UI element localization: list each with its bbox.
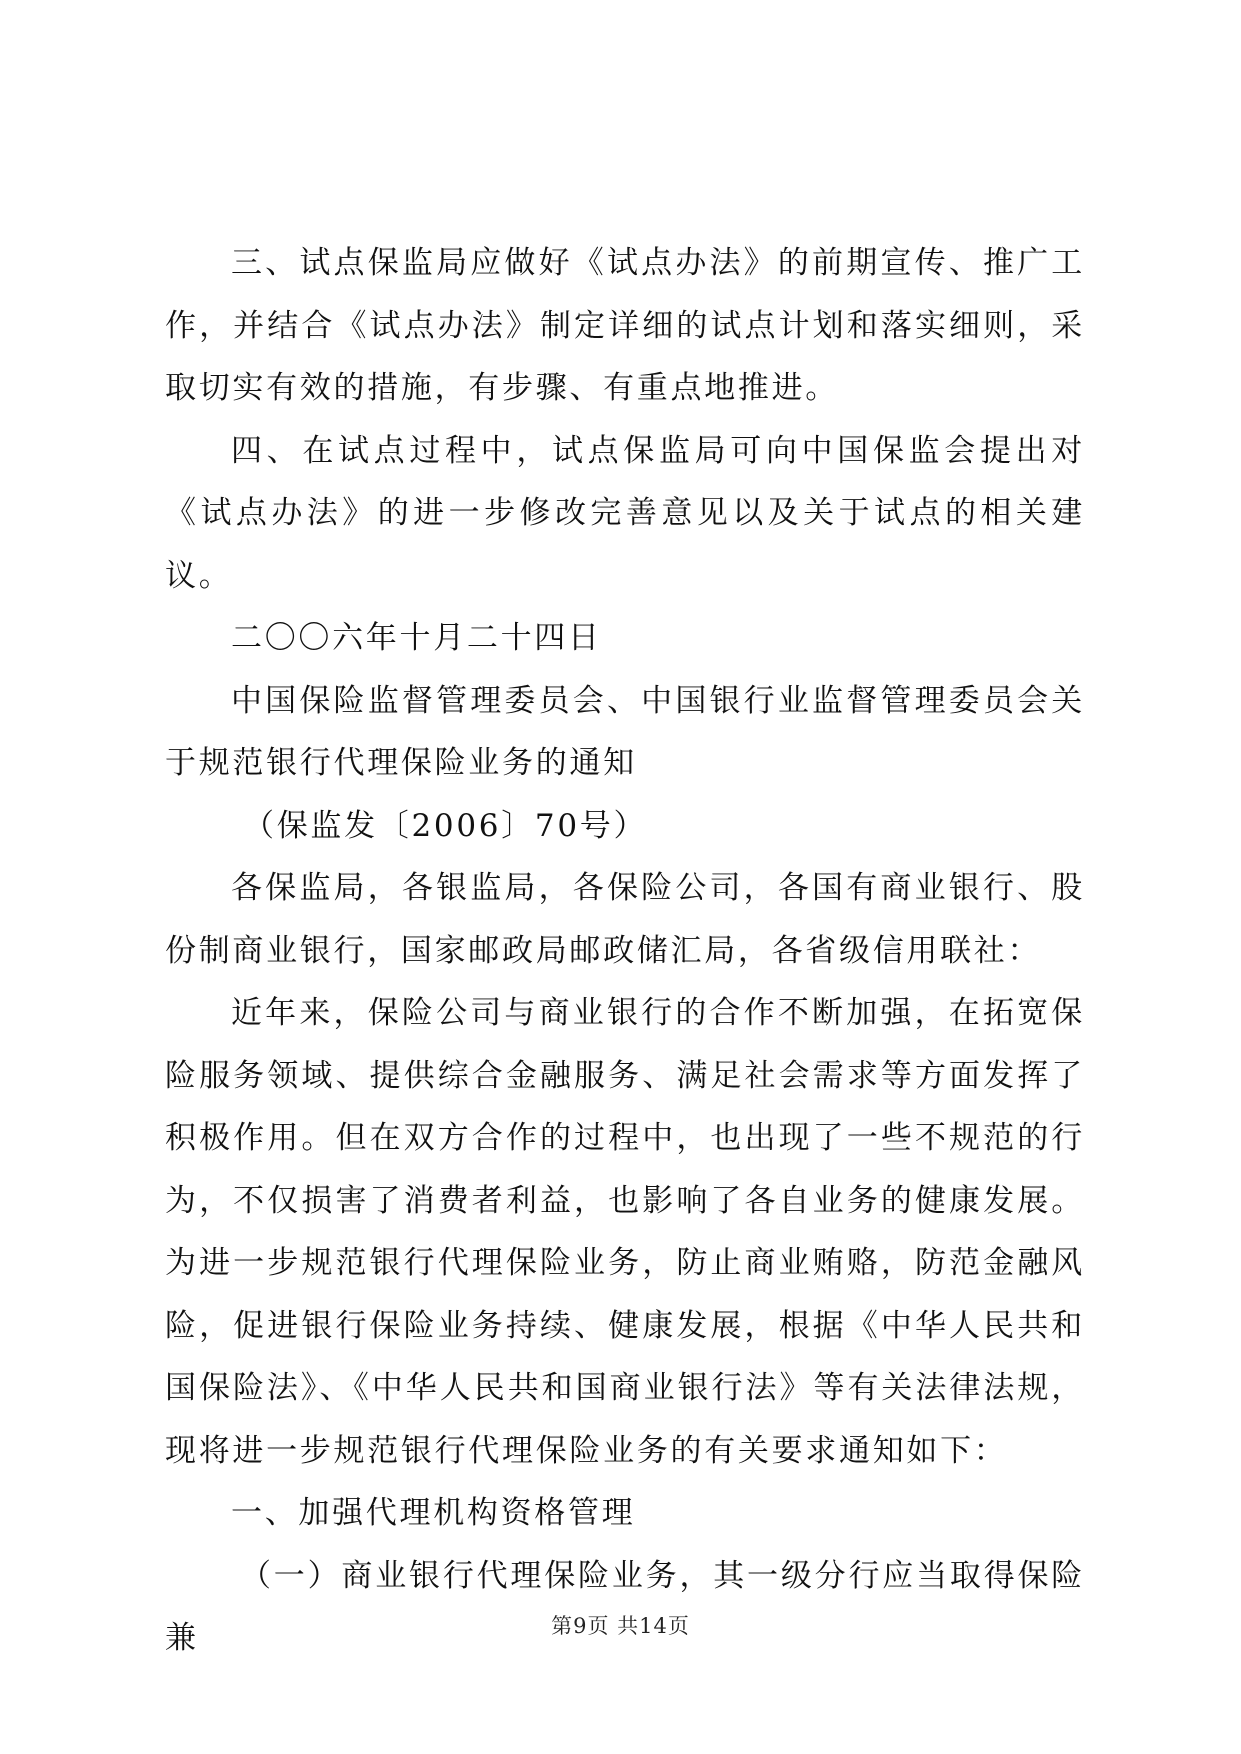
paragraph-trial-feedback: 四、在试点过程中，试点保监局可向中国保监会提出对《试点办法》的进一步修改完善意见以及关于试点的相关建议。: [165, 432, 1085, 594]
notice-title: 中国保险监督管理委员会、中国银行业监督管理委员会关于规范银行代理保险业务的通知: [165, 682, 1085, 781]
subitem-paragraph: （一）商业银行代理保险业务，其一级分行应当取得保险兼: [165, 1557, 1085, 1656]
section-heading: 一、加强代理机构资格管理: [231, 1495, 636, 1531]
recipient-list: 各保监局，各银监局，各保险公司，各国有商业银行、股份制商业银行，国家邮政局邮政储汇局，各省级信用联社：: [165, 870, 1085, 969]
paragraph-trial-promotion: 三、试点保监局应做好《试点办法》的前期宣传、推广工作，并结合《试点办法》制定详细的试点计划和落实细则，采取切实有效的措施，有步骤、有重点地推进。: [165, 245, 1085, 406]
notice-body-paragraph: 近年来，保险公司与商业银行的合作不断加强，在拓宽保险服务领域、提供综合金融服务、满足社会需求等方面发挥了积极作用。但在双方合作的过程中，也出现了一些不规范的行为，不仅损害了消费者利益，也影响了各自业务的健康发展。为进一步规范银行代理保险业务，防止商业贿赂，防范金融风险，促进银行保险业务持续、健康发展，根据《中华人民共和国保险法》、《中华人民共和国商业银行法》等有关法律法规，现将进一步规范银行代理保险业务的有关要求通知如下：: [165, 995, 1085, 1469]
date-line: 二〇〇六年十月二十四日: [231, 620, 602, 656]
page-footer: 第9页 共14页: [551, 1614, 690, 1638]
document-content: [165, 232, 1085, 1670]
document-number: （保监发〔2006〕70号）: [243, 807, 648, 844]
